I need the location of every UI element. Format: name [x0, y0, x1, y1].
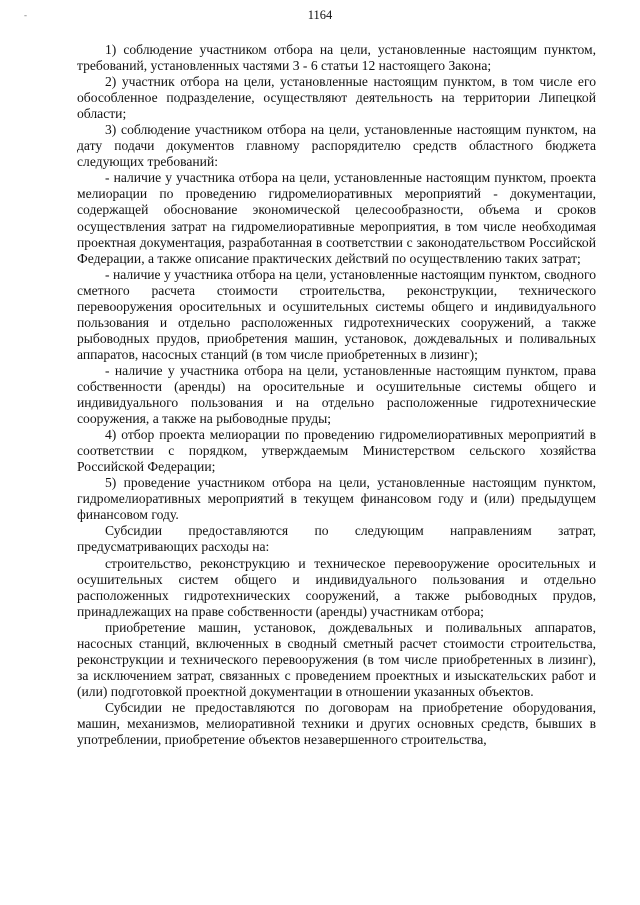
paragraph-direction-construction: строительство, реконструкцию и техническое перевооружение оросительных и осушительных систем общего и индивидуального пользования и отдельно расположенных гидротехнических сооружений, а также рыбоводных прудов, принадлежащих на праве собственности (аренды) участникам отбора;	[77, 555, 596, 619]
paragraph-criterion-2: 2) участник отбора на цели, установленные настоящим пунктом, в том числе его обособленное подразделение, осуществляют деятельность на территории Липецкой области;	[77, 74, 596, 122]
paragraph-criterion-3: 3) соблюдение участником отбора на цели, установленные настоящим пунктом, на дату подачи документов главному распорядителю средств областного бюджета следующих требований:	[77, 122, 596, 170]
paragraph-subsidy-directions: Субсидии предоставляются по следующим направлениям затрат, предусматривающих расходы на:	[77, 523, 596, 555]
paragraph-criterion-1: 1) соблюдение участником отбора на цели, установленные настоящим пунктом, требований, установленных частями 3 - 6 статьи 12 настоящего Закона;	[77, 42, 596, 74]
paragraph-direction-equipment: приобретение машин, установок, дождевальных и поливальных аппаратов, насосных станций, включенных в сводный сметный расчет стоимости строительства, реконструкции и технического перевооружения (в том числе приобретенных в лизинг), за исключением затрат, связанных с проведением проектных и изыскательских работ и (или) подготовкой проектной документации в отношении указанных объектов.	[77, 619, 596, 699]
paragraph-requirement-estimate: - наличие у участника отбора на цели, установленные настоящим пунктом, сводного сметного расчета стоимости строительства, реконструкции, технического перевооружения оросительных и осушительных системы общего и индивидуального пользования и отдельно расположенных гидротехнических сооружений, а также рыбоводных прудов, приобретения машин, установок, дождевальных и поливальных аппаратов, насосных станций (в том числе приобретенных в лизинг);	[77, 266, 596, 362]
page-number: 1164	[307, 8, 333, 22]
paragraph-criterion-4: 4) отбор проекта мелиорации по проведению гидромелиоративных мероприятий в соответствии с порядком, утверждаемым Министерством сельского хозяйства Российской Федерации;	[77, 427, 596, 475]
paragraph-requirement-project: - наличие у участника отбора на цели, установленные настоящим пунктом, проекта мелиорации по проведению гидромелиоративных мероприятий - документации, содержащей обоснование экономической целесообразности, объема и сроков осуществления затрат на гидромелиоративные мероприятия, в том числе необходимая проектная документация, разработанная в соответствии с законодательством Российской Федерации, а также описание практических действий по осуществлению таких затрат;	[77, 170, 596, 266]
body-text	[77, 42, 596, 748]
paragraph-requirement-ownership: - наличие у участника отбора на цели, установленные настоящим пунктом, права собственности (аренды) на оросительные и осушительные системы общего и индивидуального пользования и на отдельно расположенные гидротехнические сооружения, а также на рыбоводные пруды;	[77, 362, 596, 427]
scan-mark: -	[24, 10, 27, 20]
paragraph-criterion-5: 5) проведение участником отбора на цели, установленные настоящим пунктом, гидромелиоративных мероприятий в текущем финансовом году и (или) предыдущем финансовом году.	[77, 475, 596, 523]
paragraph-subsidy-exclusions: Субсидии не предоставляются по договорам на приобретение оборудования, машин, механизмов, мелиоративной техники и других основных средств, бывших в употреблении, приобретение объектов незавершенного строительства,	[77, 699, 596, 748]
